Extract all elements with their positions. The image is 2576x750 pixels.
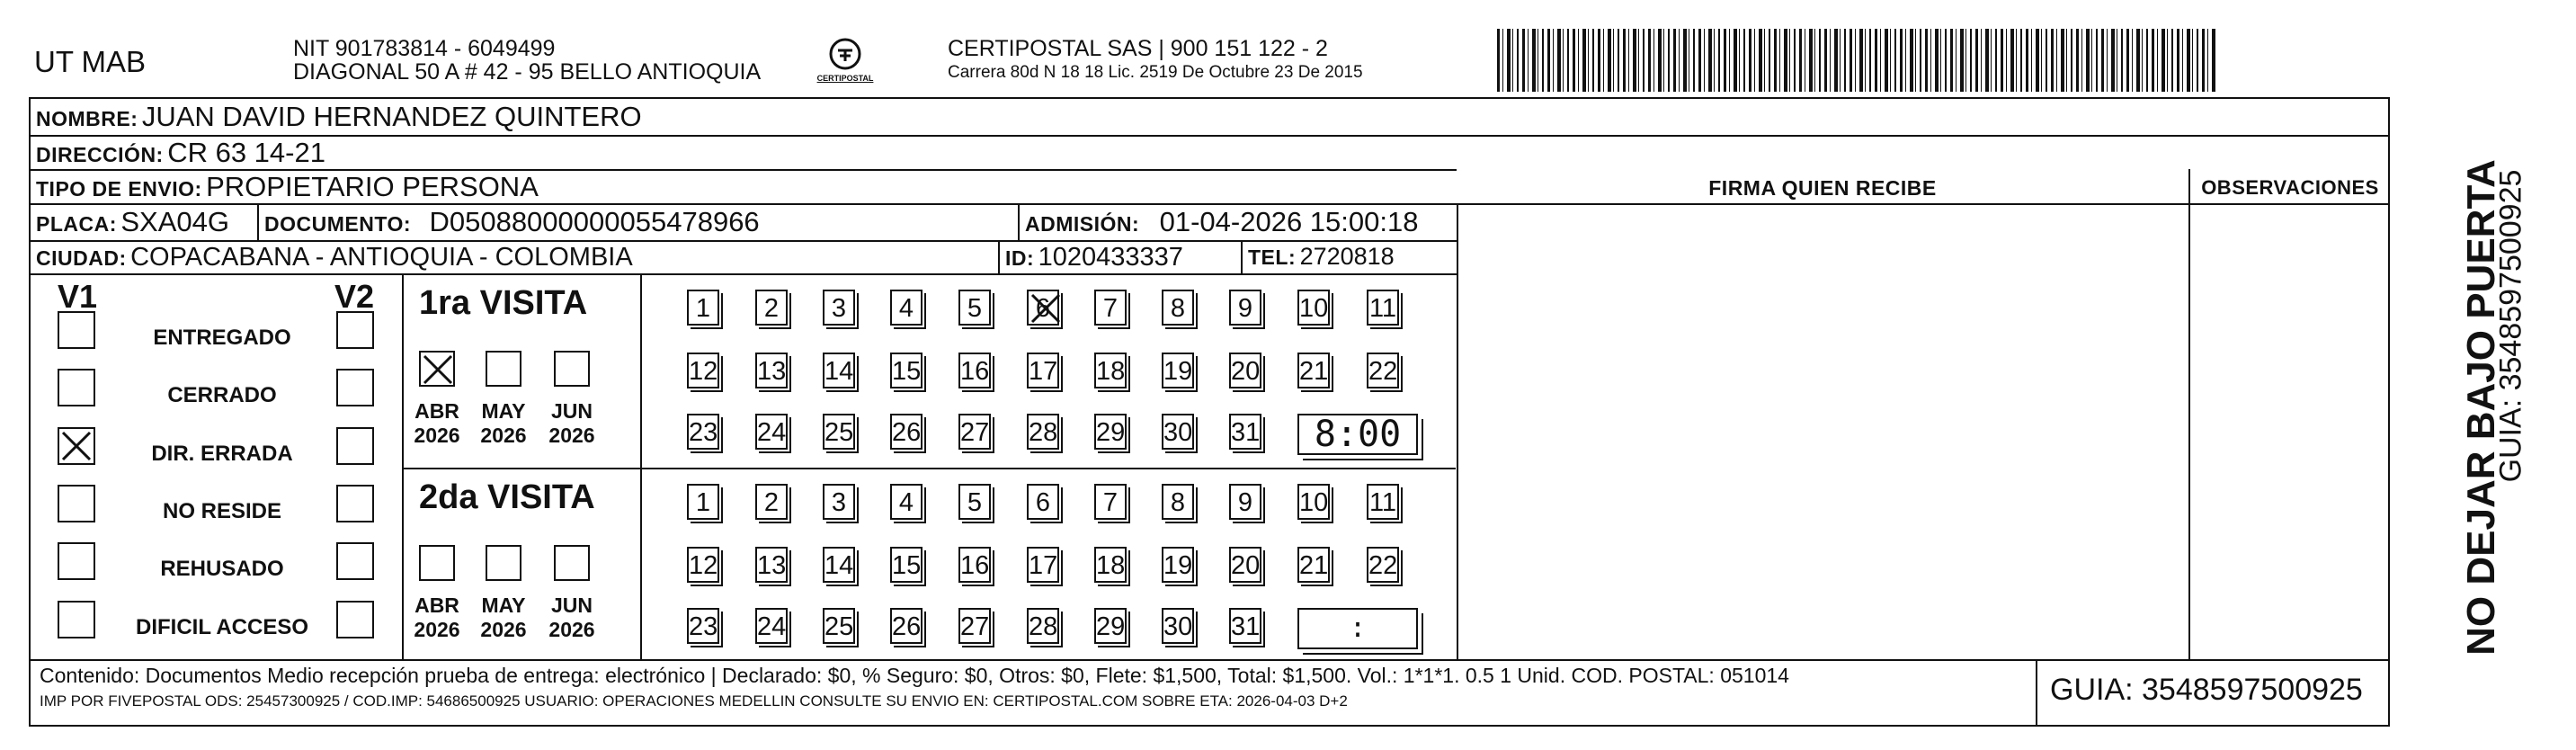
day-box[interactable]: 13	[755, 353, 788, 388]
day-box[interactable]: 8	[1162, 484, 1194, 520]
id-value: 1020433337	[1038, 243, 1183, 272]
day-box[interactable]: 21	[1297, 547, 1330, 583]
documento-row	[264, 206, 760, 238]
v1-checkbox[interactable]	[58, 485, 95, 522]
month-checkbox[interactable]	[486, 545, 521, 581]
time-field[interactable]: :	[1297, 608, 1418, 649]
day-box[interactable]: 2	[755, 484, 788, 520]
day-box[interactable]: 6	[1027, 484, 1059, 520]
day-box[interactable]: 15	[890, 353, 923, 388]
day-box[interactable]: 17	[1027, 353, 1059, 388]
day-box[interactable]: 9	[1229, 484, 1261, 520]
month-year: 2026	[548, 618, 595, 641]
day-box[interactable]: 16	[958, 353, 991, 388]
observations-area[interactable]	[2191, 206, 2389, 657]
time-field[interactable]: 8:00	[1297, 414, 1418, 455]
day-box[interactable]: 1	[687, 484, 719, 520]
month-name: ABR	[414, 399, 459, 423]
day-box[interactable]: 24	[755, 414, 788, 450]
direccion-label: DIRECCIÓN:	[36, 143, 164, 166]
day-box[interactable]: 14	[823, 353, 855, 388]
day-box[interactable]: 19	[1162, 547, 1194, 583]
barcode	[1497, 29, 2216, 92]
reason-label: DIFICIL ACCESO	[135, 615, 308, 639]
month-label	[545, 594, 599, 642]
month-year: 2026	[480, 424, 527, 447]
month-checkbox[interactable]	[419, 351, 455, 387]
day-box[interactable]: 26	[890, 414, 923, 450]
day-box[interactable]: 30	[1162, 414, 1194, 450]
tipo-value: PROPIETARIO PERSONA	[206, 171, 539, 202]
documento-value: D05088000000055478966	[429, 206, 760, 237]
day-box[interactable]: 17	[1027, 547, 1059, 583]
month-label	[477, 399, 530, 448]
day-box[interactable]: 6	[1027, 290, 1059, 326]
v1-checkbox[interactable]	[58, 601, 95, 638]
day-box[interactable]: 12	[687, 353, 719, 388]
day-box[interactable]: 25	[823, 608, 855, 644]
tel-row	[1248, 243, 1395, 271]
v1-checkbox[interactable]	[58, 542, 95, 580]
month-name: ABR	[414, 594, 459, 617]
day-box[interactable]: 19	[1162, 353, 1194, 388]
day-box[interactable]: 3	[823, 484, 855, 520]
v1-label: V1	[58, 278, 98, 315]
day-box[interactable]: 27	[958, 414, 991, 450]
logo-text: CERTIPOSTAL	[816, 74, 874, 83]
nombre-value: JUAN DAVID HERNANDEZ QUINTERO	[141, 101, 642, 132]
day-box[interactable]: 12	[687, 547, 719, 583]
direccion-value: CR 63 14-21	[167, 137, 325, 168]
tipo-label: TIPO DE ENVIO:	[36, 177, 202, 201]
day-box[interactable]: 22	[1367, 353, 1399, 388]
direccion-row	[36, 137, 325, 169]
day-box[interactable]: 28	[1027, 414, 1059, 450]
ciudad-row	[36, 243, 633, 272]
day-box[interactable]: 25	[823, 414, 855, 450]
footer-guia: GUIA: 3548597500925	[2050, 673, 2363, 707]
day-box[interactable]: 27	[958, 608, 991, 644]
day-box[interactable]: 26	[890, 608, 923, 644]
admision-value: 01-04-2026 15:00:18	[1159, 206, 1419, 237]
reason-label: ENTREGADO	[153, 326, 291, 350]
company-address: DIAGONAL 50 A # 42 - 95 BELLO ANTIOQUIA	[293, 59, 762, 85]
observaciones-label: OBSERVACIONES	[2201, 176, 2379, 199]
v1-checkbox[interactable]	[58, 427, 95, 465]
no-dejar-warning: NO DEJAR BAJO PUERTA	[2459, 159, 2503, 656]
month-checkbox[interactable]	[554, 545, 590, 581]
reason-label: REHUSADO	[160, 557, 284, 581]
company-nit: NIT 901783814 - 6049499	[293, 36, 556, 61]
day-box[interactable]: 2	[755, 290, 788, 326]
month-year: 2026	[414, 618, 460, 641]
day-box[interactable]: 11	[1367, 290, 1399, 326]
nombre-label: NOMBRE:	[36, 107, 138, 130]
visit-label: 1ra VISITA	[419, 284, 588, 322]
reason-label: NO RESIDE	[162, 499, 282, 523]
reason-label: CERRADO	[167, 383, 277, 407]
month-name: MAY	[481, 594, 526, 617]
day-box[interactable]: 28	[1027, 608, 1059, 644]
carrier-name: CERTIPOSTAL SAS | 900 151 122 - 2	[948, 36, 1328, 61]
day-box[interactable]: 23	[687, 608, 719, 644]
day-box[interactable]: 10	[1297, 290, 1330, 326]
placa-value: SXA04G	[120, 206, 229, 237]
nombre-row	[36, 101, 642, 133]
v2-checkbox[interactable]	[336, 542, 374, 580]
day-box[interactable]: 5	[958, 484, 991, 520]
footer-print-info: IMP POR FIVEPOSTAL ODS: 25457300925 / COD.IMP: 54686500925 USUARIO: OPERACIONES MEDELLIN CONSULTE SU ENVIO EN: CERTIPOSTAL.COM SOBRE ETA: 2026-04-03 D+2	[40, 692, 1348, 710]
month-year: 2026	[548, 424, 595, 447]
day-box[interactable]: 29	[1094, 608, 1127, 644]
v2-checkbox[interactable]	[336, 311, 374, 349]
day-box[interactable]: 5	[958, 290, 991, 326]
day-box[interactable]: 15	[890, 547, 923, 583]
company-name: UT MAB	[34, 45, 147, 78]
admision-label: ADMISIÓN:	[1025, 212, 1140, 236]
month-name: JUN	[550, 594, 593, 617]
month-name: MAY	[481, 399, 526, 423]
day-box[interactable]: 1	[687, 290, 719, 326]
day-box[interactable]: 29	[1094, 414, 1127, 450]
v2-checkbox[interactable]	[336, 601, 374, 638]
month-year: 2026	[480, 618, 527, 641]
placa-row	[36, 206, 229, 238]
carrier-license: Carrera 80d N 18 18 Lic. 2519 De Octubre 23 De 2015	[948, 63, 1363, 82]
day-box[interactable]: 18	[1094, 547, 1127, 583]
month-label	[410, 594, 464, 642]
visit-label: 2da VISITA	[419, 478, 595, 516]
v1-checkbox[interactable]	[58, 311, 95, 349]
day-box[interactable]: 22	[1367, 547, 1399, 583]
day-box[interactable]: 31	[1229, 414, 1261, 450]
firma-label: FIRMA QUIEN RECIBE	[1708, 176, 1937, 200]
documento-label: DOCUMENTO:	[264, 212, 412, 236]
month-checkbox[interactable]	[419, 545, 455, 581]
day-box[interactable]: 24	[755, 608, 788, 644]
month-label	[410, 399, 464, 448]
v2-checkbox[interactable]	[336, 427, 374, 465]
tel-value: 2720818	[1299, 243, 1395, 270]
id-label: ID:	[1005, 246, 1035, 270]
day-box[interactable]: 10	[1297, 484, 1330, 520]
month-checkbox[interactable]	[554, 351, 590, 387]
day-box[interactable]: 4	[890, 290, 923, 326]
ciudad-value: COPACABANA - ANTIOQUIA - COLOMBIA	[130, 243, 633, 272]
id-row	[1005, 243, 1183, 272]
day-box[interactable]: 8	[1162, 290, 1194, 326]
day-box[interactable]: 31	[1229, 608, 1261, 644]
certipostal-logo	[809, 34, 881, 88]
day-box[interactable]: 18	[1094, 353, 1127, 388]
day-box[interactable]: 14	[823, 547, 855, 583]
day-box[interactable]: 9	[1229, 290, 1261, 326]
day-box[interactable]: 20	[1229, 547, 1261, 583]
footer-contents: Contenido: Documentos Medio recepción prueba de entrega: electrónico | Declarado: $0, % Seguro: $0, Otros: $0, Flete: $1,500, Total: $1,500. Vol.: 1*1*1. 0.5 1 Unid. COD. POSTAL: 051014	[40, 664, 1789, 687]
signature-area[interactable]	[1459, 206, 2188, 657]
month-label	[545, 399, 599, 448]
day-box[interactable]: 7	[1094, 290, 1127, 326]
day-box[interactable]: 11	[1367, 484, 1399, 520]
day-box[interactable]: 21	[1297, 353, 1330, 388]
side-text	[2392, 97, 2572, 727]
side-guia: GUIA: 3548597500925	[2493, 169, 2528, 483]
day-box[interactable]: 23	[687, 414, 719, 450]
day-box[interactable]: 3	[823, 290, 855, 326]
placa-label: PLACA:	[36, 212, 117, 236]
day-box[interactable]: 13	[755, 547, 788, 583]
tel-label: TEL:	[1248, 246, 1297, 269]
v2-label: V2	[334, 278, 375, 315]
ciudad-label: CIUDAD:	[36, 246, 127, 270]
tipo-row	[36, 171, 539, 203]
day-box[interactable]: 30	[1162, 608, 1194, 644]
admision-row	[1025, 206, 1418, 238]
month-name: JUN	[550, 399, 593, 423]
day-box[interactable]: 4	[890, 484, 923, 520]
month-checkbox[interactable]	[486, 351, 521, 387]
reason-label: DIR. ERRADA	[151, 442, 293, 466]
month-year: 2026	[414, 424, 460, 447]
day-box[interactable]: 7	[1094, 484, 1127, 520]
v2-checkbox[interactable]	[336, 485, 374, 522]
v2-checkbox[interactable]	[336, 369, 374, 406]
month-label	[477, 594, 530, 642]
day-box[interactable]: 16	[958, 547, 991, 583]
v1-checkbox[interactable]	[58, 369, 95, 406]
day-box[interactable]: 20	[1229, 353, 1261, 388]
